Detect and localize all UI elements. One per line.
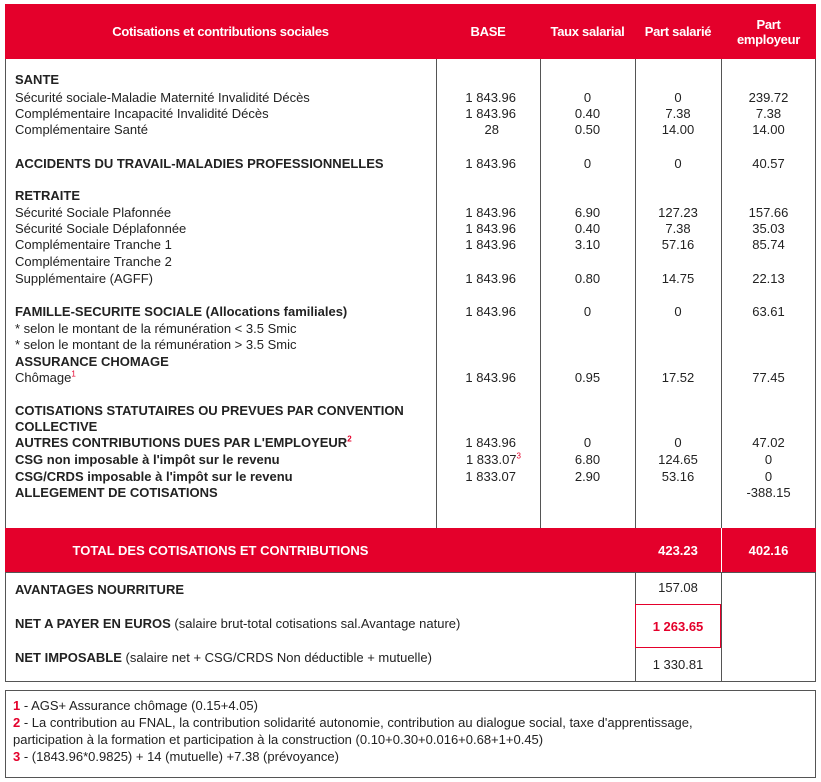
summary-divider-2 <box>721 572 722 682</box>
footnote-left-border <box>5 690 6 778</box>
row-part-sal: 14.75 <box>661 271 695 286</box>
table-header <box>5 4 816 59</box>
net-imposable-note: (salaire net + CSG/CRDS Non déductible + mutuelle) <box>125 650 432 665</box>
row-part-sal: 0 <box>674 90 682 105</box>
net-imposable-title: NET IMPOSABLE <box>15 650 122 665</box>
total-label: TOTAL DES COTISATIONS ET CONTRIBUTIONS <box>72 542 369 558</box>
footnote-ref-1: 1 <box>71 369 76 379</box>
row-part-sal: 124.65 <box>658 452 698 467</box>
net-imposable-value: 1 330.81 <box>652 657 704 672</box>
row-base <box>436 452 521 468</box>
border-left <box>5 59 6 528</box>
row-taux: 0 <box>583 156 592 171</box>
header-taux: Taux salarial <box>550 24 625 39</box>
summary-left-border <box>5 572 6 682</box>
row-taux: 0 <box>583 435 592 450</box>
row-taux: 0 <box>583 90 592 105</box>
row-label: AUTRES CONTRIBUTIONS DUES PAR L'EMPLOYEUR <box>15 435 348 450</box>
net-a-payer-title: NET A PAYER EN EUROS <box>15 616 171 631</box>
row-part-emp: 14.00 <box>752 122 785 137</box>
header-part-employeur-line1: Part <box>756 16 781 32</box>
header-base: BASE <box>470 24 506 39</box>
row-base: 1 843.96 <box>465 304 516 319</box>
row-part-emp: 40.57 <box>752 156 785 171</box>
row-taux: 0.50 <box>574 122 601 137</box>
row-part-sal: 127.23 <box>658 205 698 220</box>
row-base: 1 843.96 <box>465 205 516 220</box>
row-part-emp: -388.15 <box>746 485 791 500</box>
famille-note-2: * selon le montant de la rémunération > 3.5 Smic <box>15 337 297 352</box>
footnote-3-text: - (1843.96*0.9825) + 14 (mutuelle) +7.38 (prévoyance) <box>20 749 339 764</box>
row-part-emp: 22.13 <box>752 271 785 286</box>
summary-bottom-border <box>5 681 816 682</box>
section-retraite: RETRAITE <box>15 188 80 203</box>
row-part-sal: 7.38 <box>665 106 691 121</box>
footnote-ref-2: 2 <box>347 434 352 444</box>
avantages-value: 157.08 <box>658 580 698 595</box>
row-label: Complémentaire Santé <box>15 122 148 137</box>
row-part-emp: 85.74 <box>752 237 785 252</box>
total-row <box>5 528 816 572</box>
footnote-1 <box>13 697 258 714</box>
section-accidents: ACCIDENTS DU TRAVAIL-MALADIES PROFESSIONNELLES <box>15 156 384 171</box>
footnote-ref-3: 3 <box>516 451 521 461</box>
summary-top-border <box>5 572 816 573</box>
net-imposable-label <box>15 650 432 666</box>
row-label: Supplémentaire (AGFF) <box>15 271 153 286</box>
row-taux: 0 <box>583 304 592 319</box>
row-part-sal: 0 <box>674 304 682 319</box>
row-part-emp: 35.03 <box>752 221 785 236</box>
row-label: Chômage <box>15 370 72 385</box>
row-base: 1 843.96 <box>465 106 516 121</box>
row-part-emp: 47.02 <box>752 435 785 450</box>
row-part-emp: 77.45 <box>752 370 785 385</box>
footnote-right-border <box>815 690 816 778</box>
section-sante: SANTE <box>15 72 60 87</box>
total-part-employeur: 402.16 <box>748 542 789 558</box>
row-taux: 6.80 <box>574 452 601 467</box>
row-label: Sécurité Sociale Plafonnée <box>15 205 172 220</box>
row-base: 1 843.96 <box>465 90 516 105</box>
net-box-bottom <box>635 647 721 648</box>
section-famille: FAMILLE-SECURITE SOCIALE (Allocations familiales) <box>15 304 348 319</box>
row-part-emp: 0 <box>764 452 773 467</box>
row-base: 1 843.96 <box>465 370 516 385</box>
row-label: Sécurité Sociale Déplafonnée <box>15 221 187 236</box>
header-part-employeur-line2: employeur <box>736 31 801 47</box>
famille-note-1: * selon le montant de la rémunération < 3.5 Smic <box>15 321 297 336</box>
row-part-sal: 0 <box>674 435 682 450</box>
row-part-emp: 239.72 <box>748 90 789 105</box>
row-part-emp: 0 <box>764 469 773 484</box>
row-part-sal: 17.52 <box>661 370 695 385</box>
row-base: 1 843.96 <box>465 221 516 236</box>
row-label: CSG/CRDS imposable à l'impôt sur le revenu <box>15 469 293 484</box>
row-taux: 0.40 <box>574 221 601 236</box>
row-taux: 6.90 <box>574 205 601 220</box>
footnote-1-text: - AGS+ Assurance chômage (0.15+4.05) <box>20 698 258 713</box>
footnote-2-num: 2 <box>13 715 21 730</box>
row-part-emp: 157.66 <box>748 205 789 220</box>
footnote-2 <box>13 714 693 731</box>
row-base: 1 843.96 <box>465 435 516 450</box>
row-part-emp: 63.61 <box>752 304 785 319</box>
row-part-sal: 53.16 <box>661 469 695 484</box>
row-base-value: 1 833.07 <box>465 452 517 467</box>
row-base: 1 843.96 <box>465 271 516 286</box>
total-divider <box>721 528 722 572</box>
row-label: CSG non imposable à l'impôt sur le revenu <box>15 452 280 467</box>
footnote-bottom-border <box>5 777 816 778</box>
section-statutaires-2: COLLECTIVE <box>15 419 98 434</box>
footnote-1-num: 1 <box>13 698 21 713</box>
payslip-table <box>5 4 816 778</box>
row-taux: 0.40 <box>574 106 601 121</box>
row-part-sal: 0 <box>674 156 682 171</box>
header-part-employeur <box>721 4 816 59</box>
footnote-2-text: - La contribution au FNAL, la contribution solidarité autonomie, contribution au dialogue social, taxe d'apprentissage, <box>20 715 693 730</box>
row-label: ALLEGEMENT DE COTISATIONS <box>15 485 218 500</box>
net-a-payer-value: 1 263.65 <box>652 619 704 634</box>
row-label: Complémentaire Tranche 1 <box>15 237 172 252</box>
row-base: 28 <box>484 122 499 137</box>
row-taux: 3.10 <box>574 237 601 252</box>
section-chomage: ASSURANCE CHOMAGE <box>15 354 169 369</box>
row-part-sal: 14.00 <box>661 122 695 137</box>
net-a-payer-label <box>15 616 460 632</box>
net-a-payer-note: (salaire brut-total cotisations sal.Avantage nature) <box>174 616 461 631</box>
row-part-sal: 7.38 <box>665 221 691 236</box>
summary-right-border <box>815 572 816 682</box>
footnote-3-num: 3 <box>13 749 21 764</box>
row-label-chomage <box>15 370 76 386</box>
row-base: 1 843.96 <box>465 237 516 252</box>
row-base: 1 843.96 <box>465 156 516 171</box>
row-label: Sécurité sociale-Maladie Maternité Invalidité Décès <box>15 90 310 105</box>
row-label-autres <box>15 435 352 451</box>
row-base: 1 833.07 <box>465 469 516 484</box>
row-taux: 0.95 <box>574 370 601 385</box>
row-label: Complémentaire Incapacité Invalidité Décès <box>15 106 269 121</box>
row-taux: 2.90 <box>574 469 601 484</box>
footnote-2-cont: participation à la formation et participation à la construction (0.10+0.30+0.016+0.68+1+0.45) <box>13 732 544 747</box>
total-part-salarie: 423.23 <box>658 542 698 558</box>
section-statutaires: COTISATIONS STATUTAIRES OU PREVUES PAR CONVENTION <box>15 403 404 418</box>
footnote-3 <box>13 748 339 765</box>
row-label: Complémentaire Tranche 2 <box>15 254 172 269</box>
row-taux: 0.80 <box>574 271 601 286</box>
header-title: Cotisations et contributions sociales <box>112 24 329 39</box>
footnote-top-border <box>5 690 816 691</box>
net-box-top <box>635 604 721 605</box>
row-part-sal: 57.16 <box>661 237 695 252</box>
avantages-label: AVANTAGES NOURRITURE <box>15 582 184 597</box>
header-part-salarie: Part salarié <box>644 24 712 39</box>
row-part-emp: 7.38 <box>755 106 782 121</box>
